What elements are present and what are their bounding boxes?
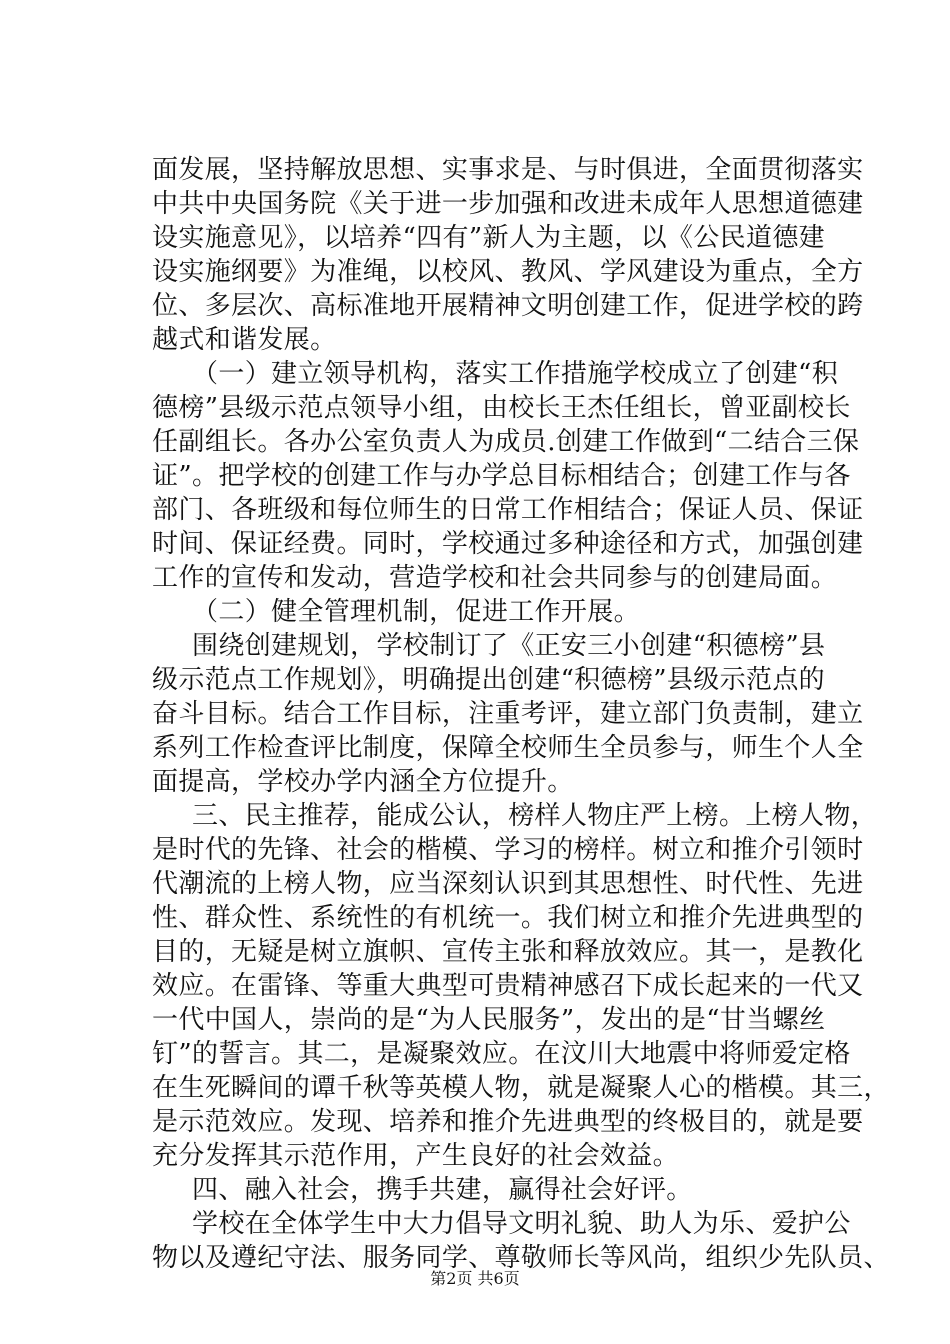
text-line-18: 系列工作检查评比制度，保障全校师生全员参与，师生个人全	[152, 733, 864, 763]
text-line-9: 任副组长。各办公室负责人为成员.创建工作做到“二结合三保	[152, 427, 860, 457]
text-line-21: 是时代的先锋、社会的楷模、学习的榜样。树立和推介引领时	[152, 835, 864, 865]
text-line-7: （一）建立领导机构，落实工作措施学校成立了创建“积	[192, 359, 839, 389]
text-line-15: 围绕创建规划，学校制订了《正安三小创建“积德榜”县	[192, 631, 826, 661]
text-line-25: 效应。在雷锋、等重大典型可贵精神感召下成长起来的一代又	[152, 971, 864, 1001]
text-line-22: 代潮流的上榜人物，应当深刻认识到其思想性、时代性、先进	[152, 869, 864, 899]
text-line-28: 在生死瞬间的谭千秋等英模人物，就是凝聚人心的楷模。其三，	[152, 1073, 890, 1103]
text-line-31: 四、融入社会，携手共建，赢得社会好评。	[192, 1175, 693, 1205]
text-line-10: 证”。把学校的创建工作与办学总目标相结合；创建工作与各	[152, 461, 851, 491]
text-line-3: 设实施意见》，以培养“四有”新人为主题，以《公民道德建	[152, 223, 826, 253]
text-line-29: 是示范效应。发现、培养和推介先进典型的终极目的，就是要	[152, 1107, 864, 1137]
text-line-13: 工作的宣传和发动，营造学校和社会共同参与的创建局面。	[152, 563, 838, 593]
text-line-30: 充分发挥其示范作用，产生良好的社会效益。	[152, 1141, 680, 1171]
document-body	[152, 153, 890, 1275]
text-line-32: 学校在全体学生中大力倡导文明礼貌、助人为乐、爱护公	[192, 1209, 851, 1239]
text-line-20: 三、民主推荐，能成公认，榜样人物庄严上榜。上榜人物，	[192, 801, 878, 831]
text-line-4: 设实施纲要》为准绳，以校风、教风、学风建设为重点，全方	[152, 257, 864, 287]
text-line-26: 一代中国人，崇尚的是“为人民服务”，发出的是“甘当螺丝	[152, 1005, 826, 1035]
text-line-6: 越式和谐发展。	[152, 325, 337, 355]
page-footer	[0, 1268, 950, 1290]
text-line-16: 级示范点工作规划》，明确提出创建“积德榜”县级示范点的	[152, 665, 826, 695]
text-line-2: 中共中央国务院《关于进一步加强和改进未成年人思想道德建	[152, 189, 864, 219]
text-line-8: 德榜”县级示范点领导小组，由校长王杰任组长，曾亚副校长	[152, 393, 851, 423]
page-number-label: 第2页 共6页	[430, 1269, 520, 1288]
text-line-33: 物以及遵纪守法、服务同学、尊敬师长等风尚，组织少先队员、	[152, 1243, 890, 1273]
text-line-1: 面发展，坚持解放思想、实事求是、与时俱进，全面贯彻落实	[152, 155, 864, 185]
text-line-24: 目的，无疑是树立旗帜、宣传主张和释放效应。其一，是教化	[152, 937, 864, 967]
text-line-17: 奋斗目标。结合工作目标，注重考评，建立部门负责制，建立	[152, 699, 864, 729]
text-line-11: 部门、各班级和每位师生的日常工作相结合；保证人员、保证	[152, 495, 864, 525]
text-line-19: 面提高，学校办学内涵全方位提升。	[152, 767, 574, 797]
text-line-14: （二）健全管理机制，促进工作开展。	[192, 597, 640, 627]
text-line-5: 位、多层次、高标准地开展精神文明创建工作，促进学校的跨	[152, 291, 864, 321]
text-line-27: 钉”的誓言。其二，是凝聚效应。在汶川大地震中将师爱定格	[152, 1039, 851, 1069]
text-line-12: 时间、保证经费。同时，学校通过多种途径和方式，加强创建	[152, 529, 864, 559]
text-line-23: 性、群众性、系统性的有机统一。我们树立和推介先进典型的	[152, 903, 864, 933]
